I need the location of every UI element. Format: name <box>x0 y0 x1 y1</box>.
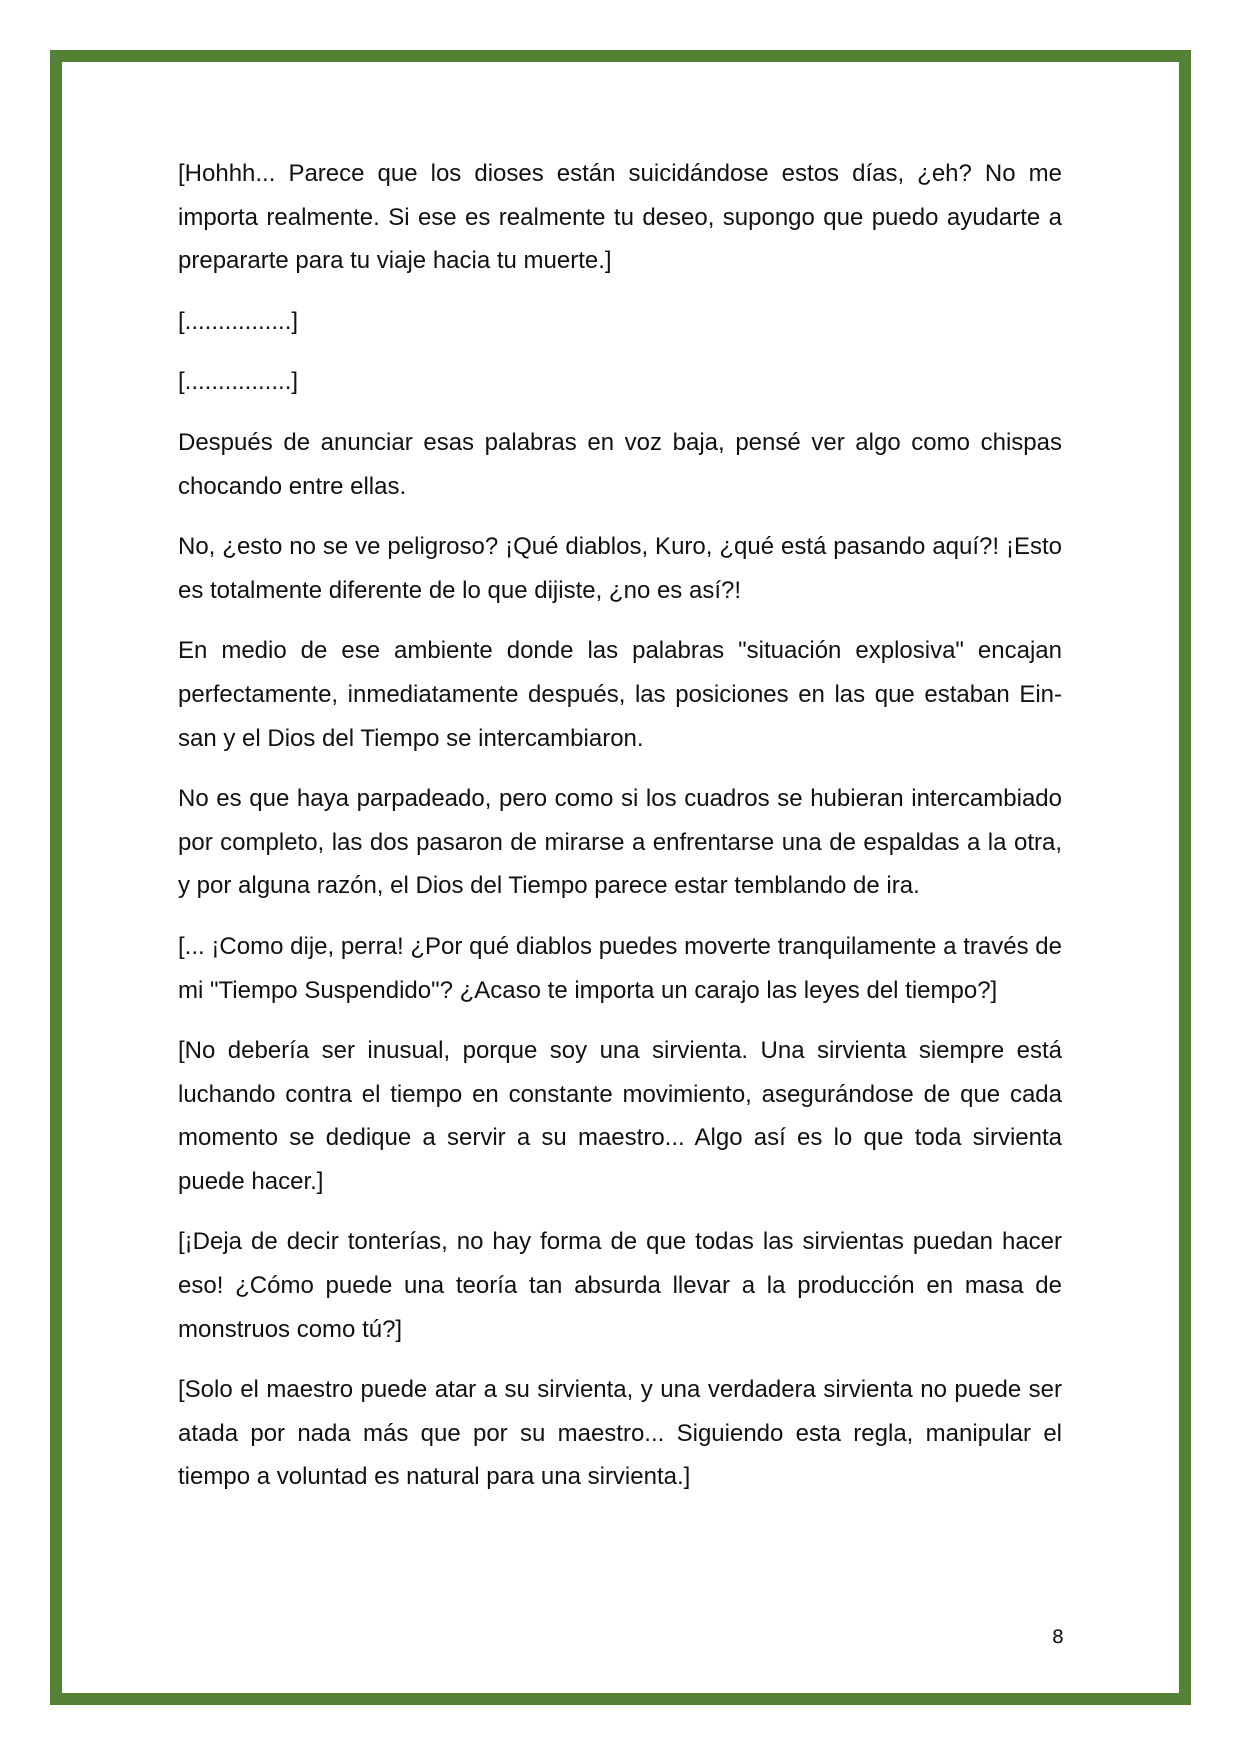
paragraph: [................] <box>178 307 299 335</box>
body-text <box>178 152 1062 1516</box>
paragraph: [¡Deja de decir tonterías, no hay forma de que todas las sirvientas puedan hacer eso! ¿Cómo puede una teoría tan absurda llevar a la producción en masa de monstruos como tú?] <box>178 1228 1062 1343</box>
paragraph: [No debería ser inusual, porque soy una sirvienta. Una sirvienta siempre está luchando contra el tiempo en constante movimiento, asegurándose de que cada momento se dedique a servir a su maestro... Algo así es lo que toda sirvienta puede hacer.] <box>178 1037 1062 1195</box>
paragraph: [Hohhh... Parece que los dioses están suicidándose estos días, ¿eh? No me importa realmente. Si ese es realmente tu deseo, supongo que puedo ayudarte a prepararte para tu viaje hacia tu muerte.] <box>178 160 1062 275</box>
paragraph: [... ¡Como dije, perra! ¿Por qué diablos puedes moverte tranquilamente a través de mi "Tiempo Suspendido"? ¿Acaso te importa un carajo las leyes del tiempo?] <box>178 932 1062 1004</box>
paragraph: No es que haya parpadeado, pero como si los cuadros se hubieran intercambiado por completo, las dos pasaron de mirarse a enfrentarse una de espaldas a la otra, y por alguna razón, el Dios del Tiempo parece estar temblando de ira. <box>178 785 1062 900</box>
paragraph: Después de anunciar esas palabras en voz baja, pensé ver algo como chispas chocando entre ellas. <box>178 428 1062 500</box>
page-number: 8 <box>1051 1626 1064 1648</box>
paragraph: [................] <box>178 368 299 396</box>
paragraph: En medio de ese ambiente donde las palabras "situación explosiva" encajan perfectamente, inmediatamente después, las posiciones en las que estaban Ein-san y el Dios del Tiempo se intercambiaron. <box>178 637 1062 752</box>
paragraph: [Solo el maestro puede atar a su sirvienta, y una verdadera sirvienta no puede ser atada por nada más que por su maestro... Siguiendo esta regla, manipular el tiempo a voluntad es natural para una sirvienta.] <box>178 1376 1062 1491</box>
paragraph: No, ¿esto no se ve peligroso? ¡Qué diablos, Kuro, ¿qué está pasando aquí?! ¡Esto es totalmente diferente de lo que dijiste, ¿no es así?! <box>178 533 1062 604</box>
